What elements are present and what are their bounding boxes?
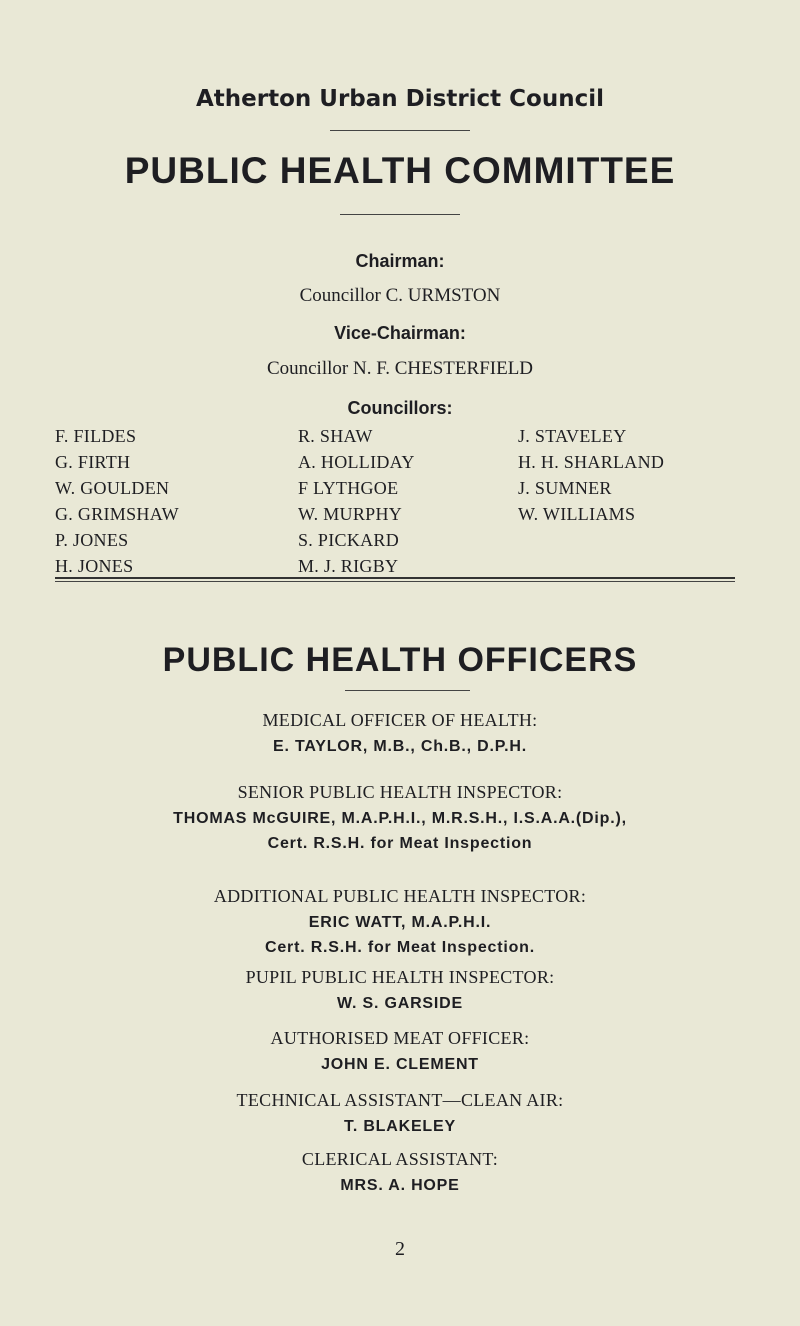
committee-title: PUBLIC HEALTH COMMITTEE <box>124 150 676 191</box>
councillor-name: H. H. SHARLAND <box>518 452 665 472</box>
officer-name: MRS. A. HOPE <box>340 1177 460 1194</box>
officer-name: E. TAYLOR, M.B., Ch.B., D.P.H. <box>273 738 527 755</box>
councillor-name: W. WILLIAMS <box>518 504 636 524</box>
divider <box>330 130 470 131</box>
councillor-name: W. GOULDEN <box>55 478 170 498</box>
councillors-label: Councillors: <box>347 398 453 418</box>
officer-name: JOHN E. CLEMENT <box>321 1056 479 1073</box>
officer-name: T. BLAKELEY <box>344 1118 456 1135</box>
councillor-name: H. JONES <box>55 556 134 576</box>
officer-role: MEDICAL OFFICER OF HEALTH: <box>262 710 538 730</box>
vice-chairman-label: Vice-Chairman: <box>334 323 466 343</box>
councillor-name: A. HOLLIDAY <box>298 452 415 472</box>
officer-role: SENIOR PUBLIC HEALTH INSPECTOR: <box>237 782 563 802</box>
officer-role: AUTHORISED MEAT OFFICER: <box>270 1028 530 1048</box>
councillor-name: P. JONES <box>55 530 129 550</box>
chairman: Councillor C. URMSTON <box>299 285 501 306</box>
councillor-name: J. STAVELEY <box>518 426 627 446</box>
councillor-name: F. FILDES <box>55 426 137 446</box>
councillor-name: R. SHAW <box>298 426 373 446</box>
officer-role: PUPIL PUBLIC HEALTH INSPECTOR: <box>245 967 555 987</box>
chairman-label: Chairman: <box>355 251 445 271</box>
councillor-name: M. J. RIGBY <box>298 556 399 576</box>
councillor-name: F LYTHGOE <box>298 478 399 498</box>
vice-chairman: Councillor N. F. CHESTERFIELD <box>266 358 534 379</box>
double-rule <box>55 577 735 579</box>
councillor-name: J. SUMNER <box>518 478 612 498</box>
councillor-name: S. PICKARD <box>298 530 400 550</box>
officer-name: ERIC WATT, M.A.P.H.I. <box>308 914 492 931</box>
divider <box>345 690 470 691</box>
divider <box>340 214 460 215</box>
officer-name: W. S. GARSIDE <box>337 995 463 1012</box>
councillor-name: W. MURPHY <box>298 504 403 524</box>
officer-role: ADDITIONAL PUBLIC HEALTH INSPECTOR: <box>213 886 587 906</box>
councillor-name: G. FIRTH <box>55 452 131 472</box>
officer-role: CLERICAL ASSISTANT: <box>301 1149 499 1169</box>
page-number: 2 <box>395 1238 405 1260</box>
officer-role: TECHNICAL ASSISTANT—CLEAN AIR: <box>236 1090 564 1110</box>
officer-name: Cert. R.S.H. for Meat Inspection <box>267 835 533 852</box>
councillor-name: G. GRIMSHAW <box>55 504 179 524</box>
double-rule <box>55 581 735 582</box>
council-name: Atherton Urban District Council <box>195 86 605 112</box>
officer-name: Cert. R.S.H. for Meat Inspection. <box>265 939 535 956</box>
officer-name: THOMAS McGUIRE, M.A.P.H.I., M.R.S.H., I.S.A.A.(Dip.), <box>173 810 627 827</box>
officers-title: PUBLIC HEALTH OFFICERS <box>162 641 638 679</box>
